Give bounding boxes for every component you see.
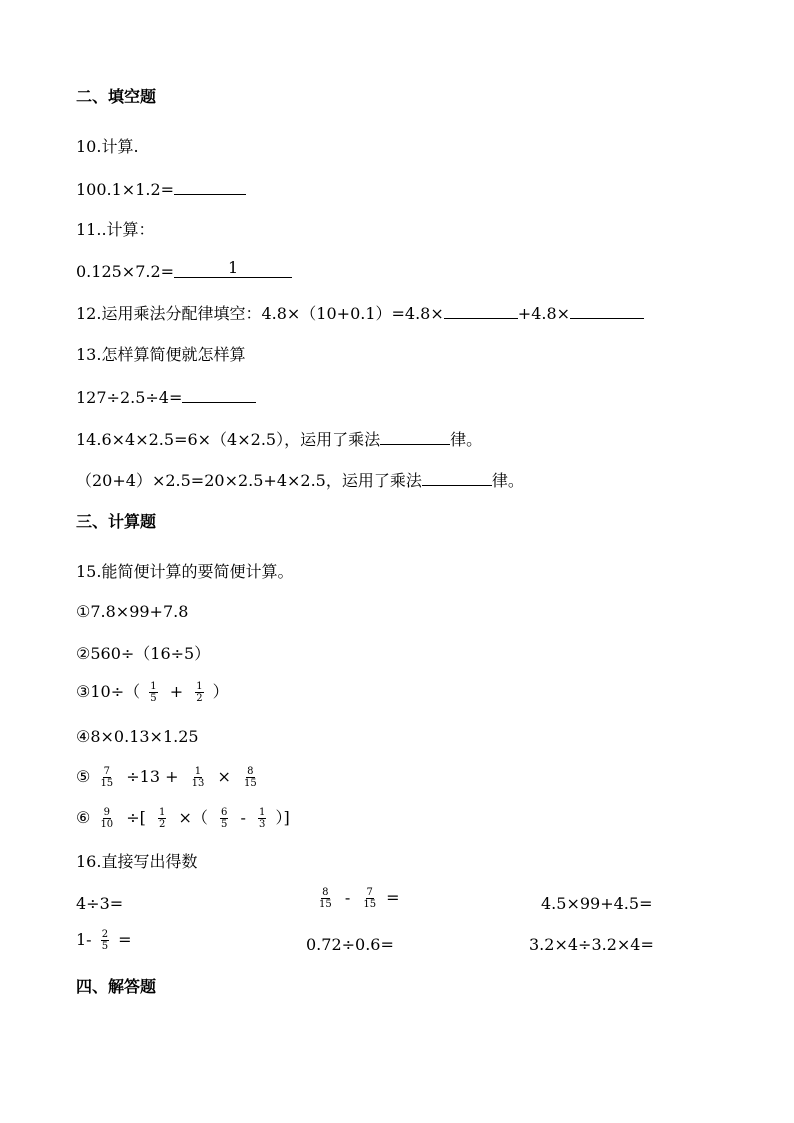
fraction-denominator: 2: [159, 819, 166, 830]
fraction-denominator: 5: [150, 693, 157, 704]
operator: -: [344, 888, 351, 907]
fraction: [243, 766, 258, 789]
section-heading-calc: 三、计算题: [76, 512, 157, 531]
q15-item-6: [76, 807, 290, 830]
fraction-denominator: 15: [319, 899, 332, 910]
fraction-denominator: 3: [258, 819, 266, 830]
fraction-numerator: 7: [103, 766, 110, 777]
q10-expr-text: 100.1×1.2=: [76, 180, 175, 199]
fraction: [191, 766, 206, 789]
q16-r1c1: 4÷3=: [76, 894, 124, 913]
q15-item-4: ④8×0.13×1.25: [76, 727, 199, 746]
q16-r2c2: 0.72÷0.6=: [306, 935, 394, 954]
q10-expression: [76, 178, 246, 201]
fraction-numerator: 1: [159, 807, 166, 818]
q10-answer-blank[interactable]: [174, 178, 246, 195]
q16-r1c2: [314, 887, 400, 910]
q15-item6-tail: ）]: [275, 808, 290, 827]
fraction-numerator: 1: [196, 681, 203, 692]
fraction: [99, 766, 114, 789]
q15-item-3: [76, 681, 229, 704]
fraction-denominator: 5: [101, 941, 109, 952]
operator: ×: [217, 767, 231, 786]
fraction-denominator: 13: [191, 778, 205, 789]
q15-item-5: [76, 766, 262, 789]
q16-r2c1: [76, 929, 132, 952]
q16-title: 16.直接写出得数: [76, 852, 198, 871]
q15-item-2: ②560÷（16÷5）: [76, 644, 211, 663]
q14-line-1: [76, 428, 482, 451]
fraction-numerator: 8: [247, 766, 254, 777]
fraction: [158, 807, 166, 830]
fraction-denominator: 2: [196, 693, 203, 704]
q16-r2c3: 3.2×4÷3.2×4=: [529, 935, 654, 954]
q11-expression: [76, 258, 292, 283]
fraction-numerator: 7: [366, 887, 373, 898]
fraction: [220, 807, 228, 830]
fraction-denominator: 15: [100, 778, 114, 789]
q13-answer-blank[interactable]: [182, 386, 256, 403]
q14-blank-2[interactable]: [422, 469, 492, 486]
operator: +: [169, 682, 184, 701]
q14-line1-text-b: 律。: [450, 430, 483, 449]
q15-item-1: ①7.8×99+7.8: [76, 602, 189, 621]
q14-line-2: [76, 469, 524, 492]
fraction: [99, 807, 114, 830]
section-heading-answer: 四、解答题: [76, 977, 157, 996]
fraction: [362, 887, 377, 910]
fraction-numerator: 1: [258, 807, 266, 818]
fraction-numerator: 2: [101, 929, 109, 940]
q11-answer-blank[interactable]: [174, 258, 292, 278]
q13-title: 13.怎样算简便就怎样算: [76, 345, 246, 364]
q15-title: 15.能简便计算的要简便计算。: [76, 562, 294, 581]
q13-expression: [76, 386, 256, 409]
q10-title: 10.计算.: [76, 137, 139, 156]
operator: ×（: [178, 808, 208, 827]
fraction-denominator: 15: [243, 778, 257, 789]
q12-blank-2[interactable]: [570, 302, 644, 319]
q11-title: 11..计算：: [76, 220, 155, 239]
q15-item3-lead: ③10÷（: [76, 682, 141, 701]
fraction: [101, 929, 109, 952]
fraction: [258, 807, 266, 830]
fraction-numerator: 1: [194, 766, 202, 777]
equals-sign: =: [386, 888, 400, 907]
q14-blank-1[interactable]: [380, 428, 450, 445]
q16-r2c1-lead: 1-: [76, 930, 92, 949]
fraction: [195, 681, 203, 704]
q15-item3-tail: ）: [212, 682, 229, 701]
q12-line: [76, 302, 644, 325]
operator: ÷13 +: [126, 767, 179, 786]
section-heading-fill: 二、填空题: [76, 87, 157, 106]
q15-item5-lead: ⑤: [76, 767, 91, 786]
q15-item6-lead: ⑥: [76, 808, 91, 827]
q11-expr-text: 0.125×7.2=: [76, 262, 175, 281]
fraction-denominator: 10: [100, 819, 114, 830]
q14-line2-text-a: （20+4）×2.5=20×2.5+4×2.5，运用了乘法: [76, 471, 422, 490]
operator: -: [240, 808, 246, 827]
fraction-numerator: 6: [221, 807, 228, 818]
q11-answer-value: 1: [227, 258, 239, 277]
equals-sign: =: [118, 930, 132, 949]
fraction-numerator: 8: [322, 887, 329, 898]
fraction: [318, 887, 333, 910]
fraction-numerator: 1: [150, 681, 157, 692]
q14-line2-text-b: 律。: [491, 471, 524, 490]
q14-line1-text-a: 14.6×4×2.5=6×（4×2.5），运用了乘法: [76, 430, 381, 449]
q12-text-a: 12.运用乘法分配律填空：4.8×（10+0.1）=4.8×: [76, 304, 444, 323]
fraction-numerator: 9: [103, 807, 110, 818]
fraction: [149, 681, 157, 704]
q12-text-b: +4.8×: [517, 304, 571, 323]
q13-expr-text: 127÷2.5÷4=: [76, 388, 183, 407]
operator: ÷[: [126, 808, 146, 827]
q16-r1c3: 4.5×99+4.5=: [541, 894, 653, 913]
fraction-denominator: 15: [363, 899, 377, 910]
q12-blank-1[interactable]: [444, 302, 518, 319]
fraction-denominator: 5: [221, 819, 228, 830]
